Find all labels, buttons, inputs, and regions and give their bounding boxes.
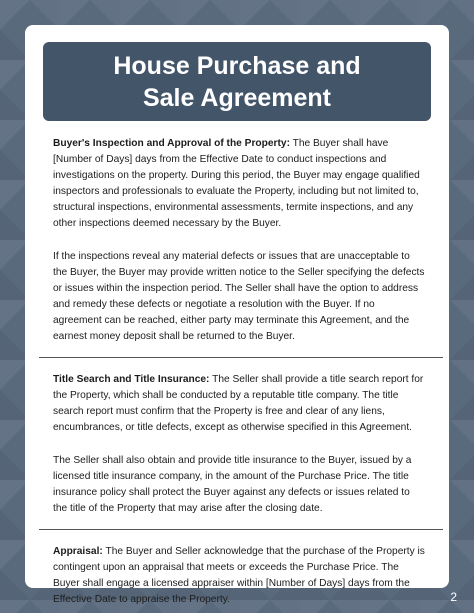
title-banner <box>43 42 431 121</box>
inspection-text-1: The Buyer shall have [Number of Days] days from the Effective Date to conduct inspections and investigations on the property. During this period, the Buyer may engage qualified inspectors and professionals to evaluate the Property, including but not limited to, structural inspections, environmental assessments, termite inspections, and any other inspections deemed necessary by the Buyer. <box>53 138 420 230</box>
section-divider <box>39 357 443 358</box>
title-search-text-1: The Seller shall provide a title search report for the Property, which shall be conducted by a reputable title company. The title search report must confirm that the Property is free and clear of any liens, encumbrances, or title defects, except as otherwise specified in this Agreement. <box>53 374 424 434</box>
page-number: 2 <box>450 590 457 604</box>
title-search-paragraph-1 <box>53 372 425 436</box>
document-title-line-1: House Purchase and <box>113 51 361 80</box>
inspection-paragraph-1 <box>53 136 425 233</box>
document-page <box>25 25 449 606</box>
section-divider <box>39 529 443 530</box>
appraisal-paragraph-1 <box>53 544 425 608</box>
inspection-heading: Buyer's Inspection and Approval of the Property: <box>53 138 290 149</box>
document-body <box>53 136 425 608</box>
document-title-line-2: Sale Agreement <box>142 83 332 112</box>
title-search-heading: Title Search and Title Insurance: <box>53 374 210 386</box>
inspection-paragraph-2: If the inspections reveal any material defects or issues that are unacceptable to the Buyer, the Buyer may provide written notice to the Seller specifying the defects or issues within the inspection period. The Seller shall have the option to address and remedy these defects or negotiate a resolution with the Buyer. If no agreement can be reached, either party may terminate this Agreement, and the earnest money deposit shall be returned to the Buyer. <box>53 250 425 343</box>
appraisal-text-1: The Buyer and Seller acknowledge that the purchase of the Property is contingent upon an appraisal that meets or exceeds the Purchase Price. The Buyer shall engage a licensed appraiser within [Number of Days] days from the Effective Date to appraise the Property. <box>53 545 425 606</box>
title-search-paragraph-2: The Seller shall also obtain and provide title insurance to the Buyer, issued by a licensed title insurance company, in the amount of the Purchase Price. The title insurance policy shall protect the Buyer against any defects or issues related to the title of the Property that may arise after the closing date. <box>53 454 412 514</box>
appraisal-heading: Appraisal: <box>53 545 103 557</box>
